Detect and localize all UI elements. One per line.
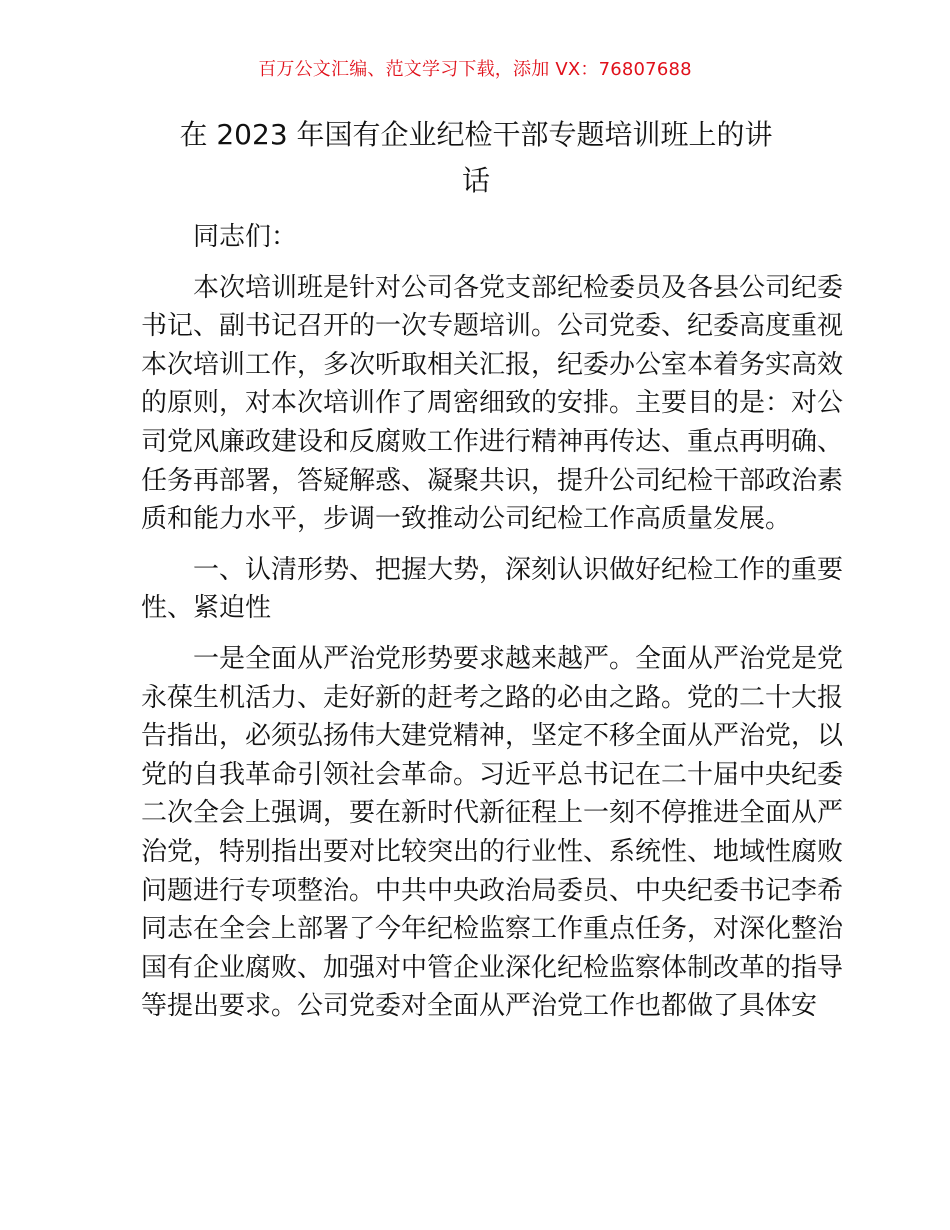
- text-line: 同志们：: [193, 222, 298, 252]
- section-heading-1: [141, 551, 844, 628]
- text-line: 质和能力水平，步调一致推动公司纪检工作高质量发展。: [141, 504, 792, 535]
- text-line: 党的自我革命引领社会革命。习近平总书记在二十届中央纪委: [141, 759, 844, 790]
- title-line: 话: [461, 164, 490, 197]
- text-line: 性、紧迫性: [141, 593, 272, 624]
- text-line: 国有企业腐败、加强对中管企业深化纪检监察体制改革的指导: [141, 952, 844, 983]
- text-line: 等提出要求。公司党委对全面从严治党工作也都做了具体安: [141, 991, 818, 1022]
- text-line: 的原则，对本次培训作了周密细致的安排。主要目的是：对公: [141, 388, 844, 419]
- text-line: 二次全会上强调，要在新时代新征程上一刻不停推进全面从严: [141, 798, 844, 829]
- body-paragraph: [141, 640, 844, 1026]
- text-line: 治党，特别指出要对比较突出的行业性、系统性、地域性腐败: [141, 836, 844, 867]
- text-line: 永葆生机活力、走好新的赶考之路的必由之路。党的二十大报: [141, 682, 844, 713]
- document-title: [140, 112, 812, 204]
- text-line: 同志在全会上部署了今年纪检监察工作重点任务，对深化整治: [141, 914, 844, 945]
- text-line: 书记、副书记召开的一次专题培训。公司党委、纪委高度重视: [141, 311, 844, 342]
- watermark-header: 百万公文汇编、范文学习下载，添加 VX：76807688: [258, 59, 692, 80]
- text-line: 任务再部署，答疑解惑、凝聚共识，提升公司纪检干部政治素: [141, 465, 844, 496]
- intro-paragraph: [141, 269, 844, 539]
- text-line: 一是全面从严治党形势要求越来越严。全面从严治党是党: [193, 643, 844, 674]
- text-line: 一、认清形势、把握大势，深刻认识做好纪检工作的重要: [193, 554, 844, 585]
- text-line: 司党风廉政建设和反腐败工作进行精神再传达、重点再明确、: [141, 426, 844, 457]
- text-line: 问题进行专项整治。中共中央政治局委员、中央纪委书记李希: [141, 875, 844, 906]
- document-body: [141, 218, 844, 1038]
- salutation-paragraph: [141, 218, 811, 257]
- title-line: 在 2023 年国有企业纪检干部专题培训班上的讲: [179, 118, 773, 151]
- text-line: 本次培训工作，多次听取相关汇报，纪委办公室本着务实高效: [141, 349, 844, 380]
- text-line: 本次培训班是针对公司各党支部纪检委员及各县公司纪委: [193, 272, 844, 303]
- text-line: 告指出，必须弘扬伟大建党精神，坚定不移全面从严治党，以: [141, 721, 844, 752]
